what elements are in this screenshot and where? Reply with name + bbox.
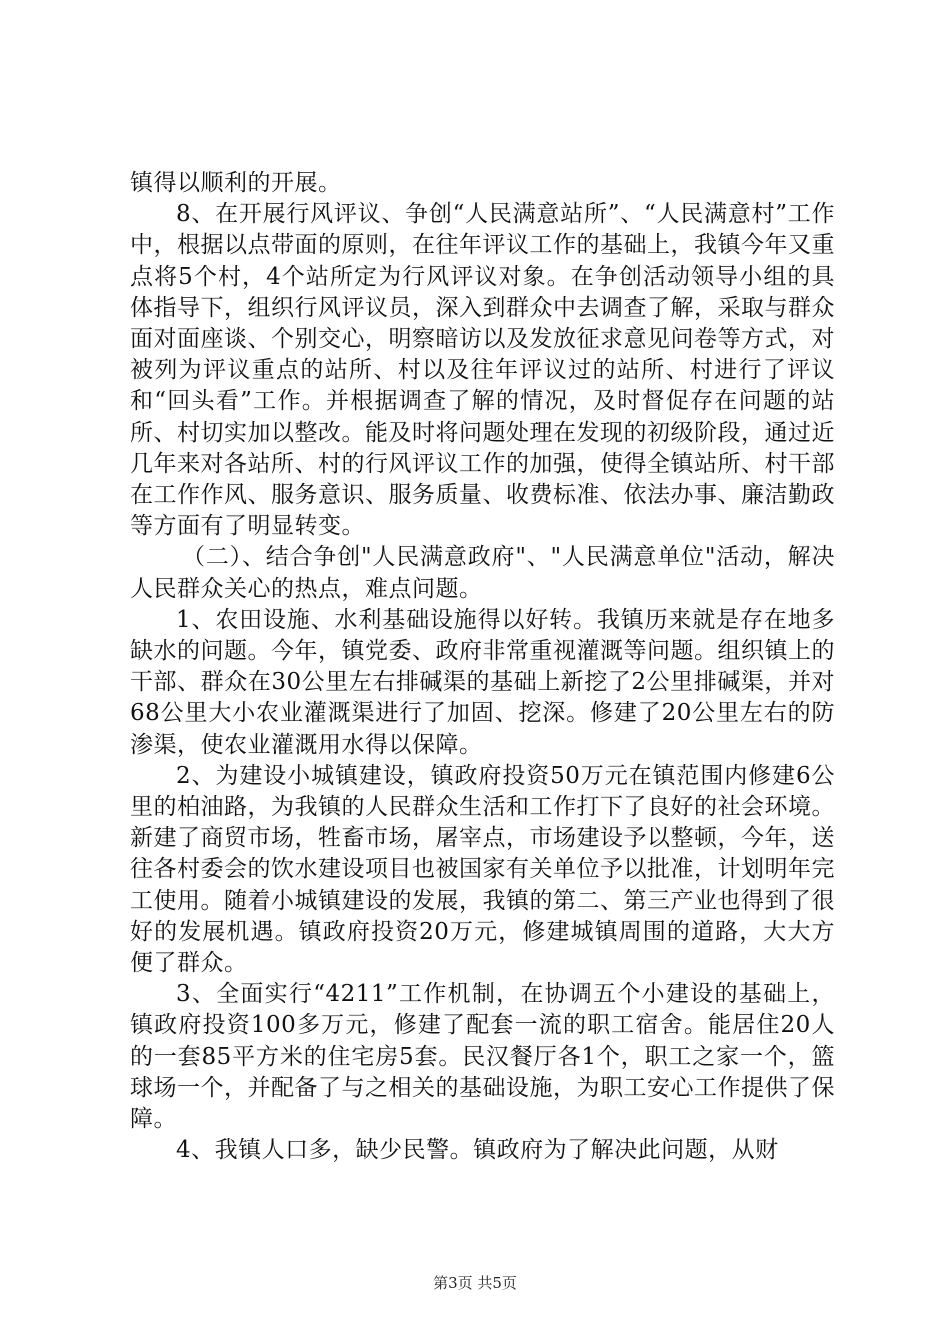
document-body bbox=[130, 168, 835, 1167]
paragraph-item-4: 4、我镇人口多，缺少民警。镇政府为了解决此问题，从财 bbox=[176, 1137, 779, 1164]
paragraph-item-8: 8、在开展行风评议、争创“人民满意站所”、“人民满意村”工作中，根据以点带面的原则，在往年评议工作的基础上，我镇今年又重点将5个村，4个站所定为行风评议对象。在争创活动领导小组的具体指导下，组织行风评议员，深入到群众中去调查了解，采取与群众面对面座谈、个别交心，明察暗访以及发放征求意见问卷等方式，对被列为评议重点的站所、村以及往年评议过的站所、村进行了评议和“回头看”工作。并根据调查了解的情况，及时督促存在问题的站所、村切实加以整改。能及时将问题处理在发现的初级阶段，通过近几年来对各站所、村的行风评议工作的加强，使得全镇站所、村干部在工作作风、服务意识、服务质量、收费标准、依法办事、廉洁勤政等方面有了明显转变。 bbox=[130, 201, 835, 540]
page-number-footer: 第3页 共5页 bbox=[433, 1274, 517, 1292]
paragraph-item-1: 1、农田设施、水利基础设施得以好转。我镇历来就是存在地多缺水的问题。今年，镇党委、政府非常重视灌溉等问题。组织镇上的干部、群众在30公里左右排碱渠的基础上新挖了2公里排碱渠，并对68公里大小农业灌溉渠进行了加固、挖深。修建了20公里左右的防渗渠，使农业灌溉用水得以保障。 bbox=[130, 606, 835, 758]
paragraph-continuation: 镇得以顺利的开展。 bbox=[130, 170, 342, 196]
paragraph-item-3: 3、全面实行“4211”工作机制，在协调五个小建设的基础上，镇政府投资100多万元，修建了配套一流的职工宿舍。能居住20人的一套85平方米的住宅房5套。民汉餐厅各1个，职工之家一个，篮球场一个，并配备了与之相关的基础设施，为职工安心工作提供了保障。 bbox=[130, 981, 835, 1133]
section-heading-2: （二）、结合争创"人民满意政府"、"人民满意单位"活动，解决人民群众关心的热点，难点问题。 bbox=[130, 544, 835, 602]
paragraph-item-2: 2、为建设小城镇建设，镇政府投资50万元在镇范围内修建6公里的柏油路，为我镇的人民群众生活和工作打下了良好的社会环境。新建了商贸市场，牲畜市场，屠宰点，市场建设予以整顿，今年，送往各村委会的饮水建设项目也被国家有关单位予以批准，计划明年完工使用。随着小城镇建设的发展，我镇的第二、第三产业也得到了很好的发展机遇。镇政府投资20万元，修建城镇周围的道路，大大方便了群众。 bbox=[130, 762, 835, 977]
